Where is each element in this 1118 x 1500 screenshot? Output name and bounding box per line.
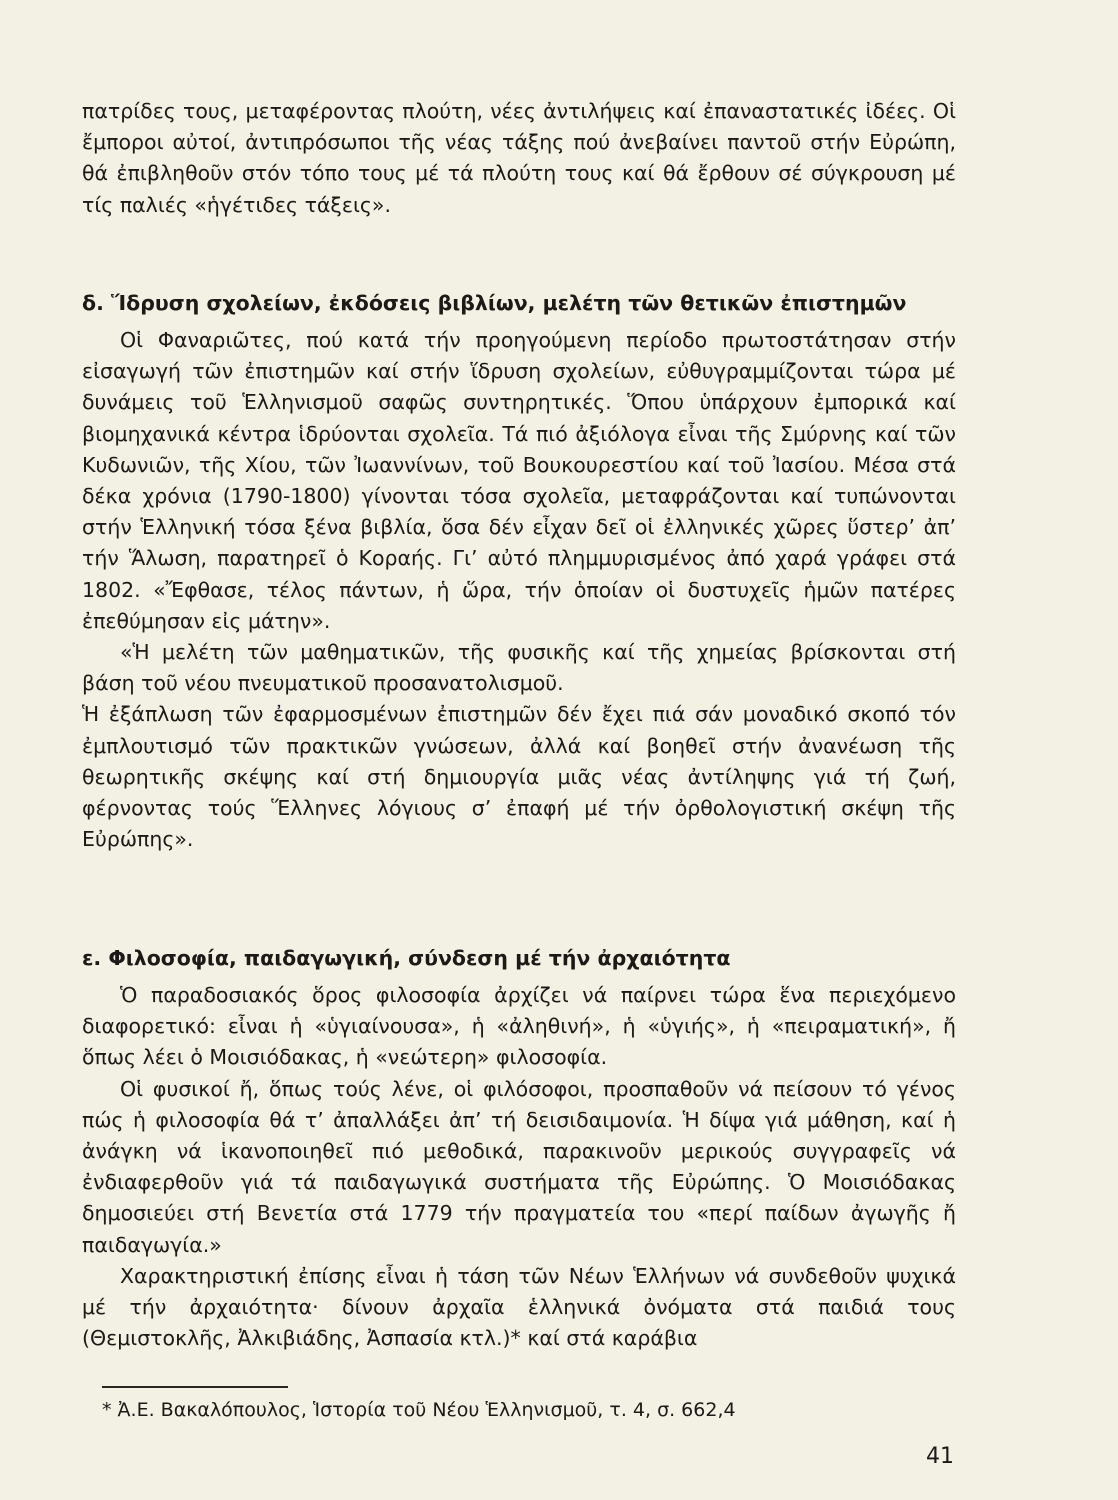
section-d-heading: δ. Ἵδρυση σχολείων, ἐκδόσεις βιβλίων, μελέτη τῶν θετικῶν ἐπιστημῶν [82,291,907,315]
section-e-paragraph: Οἱ φυσικοί ἤ, ὅπως τούς λένε, οἱ φιλόσοφοι, προσπαθοῦν νά πείσουν τό γένος πώς ἡ φιλοσοφία θά τ’ ἀπαλλάξει ἀπ’ τή δεισιδαιμονία. Ἡ δίψα γιά μάθηση, καί ἡ ἀνάγκη νά ἱκανοποιηθεῖ πιό μεθοδικά, παρακινοῦν μερικούς συγγραφεῖς νά ἐνδιαφερθοῦν γιά τά παιδαγωγικά συστήματα τῆς Εὐρώπης. Ὁ Μοισιόδακας δημοσιεύει στή Βενετία στά 1779 τήν πραγματεία του «περί παίδων ἀγωγῆς ἤ παιδαγωγία.» [82,1076,956,1257]
section-e [82,943,956,1354]
section-e-heading: ε. Φιλοσοφία, παιδαγωγική, σύνδεση μέ τήν ἀρχαιότητα [82,946,731,970]
footnote-divider [102,1386,288,1388]
opening-paragraph: πατρίδες τους, μεταφέροντας πλούτη, νέες ἀντιλήψεις καί ἐπαναστατικές ἰδέες. Οἱ ἔμποροι αὐτοί, ἀντιπρόσωποι τῆς νέας τάξης πού ἀνεβαίνει παντοῦ στήν Εὐρώπη, θά ἐπιβληθοῦν στόν τόπο τους μέ τά πλούτη τους καί θά ἔρθουν σέ σύγκρουση μέ τίς παλιές «ἡγέτιδες τάξεις». [82,99,956,217]
footnote: * Ἀ.Ε. Βακαλόπουλος, Ἱστορία τοῦ Νέου Ἑλληνισμοῦ, τ. 4, σ. 662,4 [102,1399,736,1421]
section-d [82,288,956,855]
page-number: 41 [926,1444,954,1469]
section-d-paragraph: Οἱ Φαναριῶτες, πού κατά τήν προηγούμενη περίοδο πρωτοστάτησαν στήν εἰσαγωγή τῶν ἐπιστημῶν καί στήν ἵδρυση σχολείων, εὐθυγραμμίζονται τώρα μέ δυνάμεις τοῦ Ἑλληνισμοῦ σαφῶς συντηρητικές. Ὅπου ὑπάρχουν ἐμπορικά καί βιομηχανικά κέντρα ἱδρύονται σχολεῖα. Τά πιό ἀξιόλογα εἶναι τῆς Σμύρνης καί τῶν Κυδωνιῶν, τῆς Χίου, τῶν Ἰωαννίνων, τοῦ Βουκουρεστίου καί τοῦ Ἰασίου. Μέσα στά δέκα χρόνια (1790-1800) γίνονται τόσα σχολεῖα, μεταφράζονται καί τυπώνονται στήν Ἑλληνική τόσα ξένα βιβλία, ὅσα δέν εἶχαν δεῖ οἱ ἐλληνικές χῶρες ὕστερ’ ἀπ’ τήν Ἅλωση, παρατηρεῖ ὁ Κοραής. Γι’ αὐτό πλημμυρισμένος ἀπό χαρά γράφει στά 1802. «Ἔφθασε, τέλος πάντων, ἡ ὥρα, τήν ὁποίαν οἱ δυστυχεῖς ἡμῶν πατέρες ἐπεθύμησαν εἰς μάτην». [82,328,956,633]
section-e-paragraph: Χαρακτηριστική ἐπίσης εἶναι ἡ τάση τῶν Νέων Ἑλλήνων νά συνδεθοῦν ψυχικά μέ τήν ἀρχαιότητα· δίνουν ἀρχαῖα ἑλληνικά ὀνόματα στά παιδιά τους (Θεμιστοκλῆς, Ἀλκιβιάδης, Ἀσπασία κτλ.)* καί στά καράβια [82,1263,956,1351]
section-d-paragraph: «Ἡ μελέτη τῶν μαθηματικῶν, τῆς φυσικῆς καί τῆς χημείας βρίσκονται στή βάση τοῦ νέου πνευματικοῦ προσανατολισμοῦ. [82,640,956,696]
opening-block [82,96,956,221]
section-d-paragraph: Ἡ ἐξάπλωση τῶν ἐφαρμοσμένων ἐπιστημῶν δέν ἔχει πιά σάν μοναδικό σκοπό τόν ἐμπλουτισμό τῶν πρακτικῶν γνώσεων, ἀλλά καί βοηθεῖ στήν ἀνανέωση τῆς θεωρητικῆς σκέψης καί στή δημιουργία μιᾶς νέας ἀντίληψης γιά τή ζωή, φέρνοντας τούς Ἕλληνες λόγιους σ’ ἐπαφή μέ τήν ὀρθολογιστική σκέψη τῆς Εὐρώπης». [82,702,956,852]
section-e-paragraph: Ὁ παραδοσιακός ὅρος φιλοσοφία ἀρχίζει νά παίρνει τώρα ἕνα περιεχόμενο διαφορετικό: εἶναι ἡ «ὑγιαίνουσα», ἡ «ἀληθινή», ἡ «ὑγιής», ἡ «πειραματική», ἤ ὅπως λέει ὁ Μοισιόδακας, ἡ «νεώτερη» φιλοσοφία. [82,983,956,1070]
